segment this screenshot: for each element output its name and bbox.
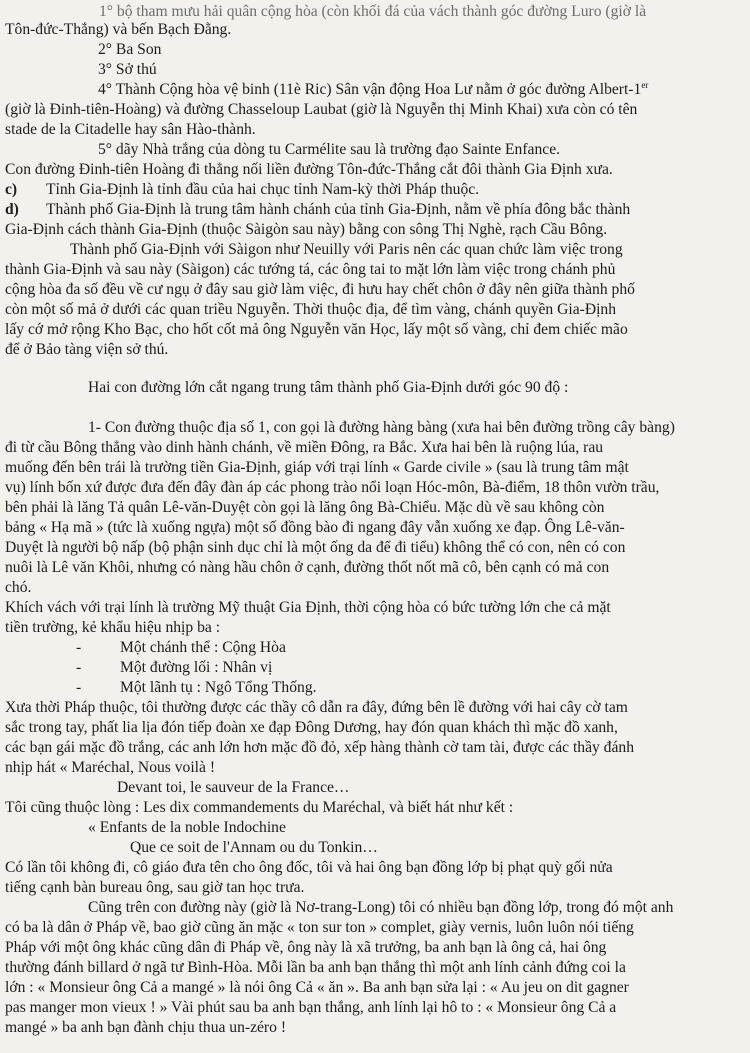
text-line: nhịp hát « Maréchal, Nous voilà !: [5, 759, 216, 776]
text-line: chó.: [5, 579, 32, 596]
text-line: Tôi cũng thuộc lòng : Les dix commandements du Maréchal, và biết hát như kết :: [5, 799, 514, 816]
text-line: Khích vách với trại lính là trường Mỹ thuật Gia Định, thời cộng hòa có bức tường lớn che cả mặt: [5, 599, 611, 616]
text-line: 1° bộ tham mưu hải quân cộng hòa (còn khối đá của vách thành góc đường Luro (giờ là: [99, 3, 647, 20]
song-line: Que ce soit de l'Annam ou du Tonkin…: [130, 839, 378, 856]
text-line: 4° Thành Cộng hòa vệ binh (11è Ric) Sân vận động Hoa Lư nằm ở góc đường Albert-1er: [98, 80, 649, 98]
text-line: 1- Con đường thuộc địa số 1, con gọi là đường hàng bàng (xưa hai bên đường trồng cây bàng): [88, 419, 675, 436]
text-line: vụ) lính bốn xứ được đưa đến đây đàn áp các phong trào nổi loạn Hóc-môn, Bà-điểm, 18 thôn vườn trầu,: [5, 479, 660, 496]
text-line: 2° Ba Son: [98, 41, 162, 58]
superscript: er: [641, 80, 649, 90]
text-line: tiền trường, kẻ khẩu hiệu nhịp ba :: [5, 619, 221, 636]
slogan-line: Một chánh thể : Cộng Hòa: [120, 639, 286, 656]
text-line: mangé » ba anh bạn đành chịu thua un-zéro !: [5, 1019, 287, 1036]
text-line: các bạn gái mặc đồ trắng, các anh lớn hơn mặc đồ đỏ, xếp hàng thành cờ tam tài, được các thầy đánh: [5, 739, 634, 756]
text-line: stade de la Citadelle hay sân Hào-thành.: [5, 121, 256, 138]
text-line: cộng hòa đa số đều về cư ngụ ở đây sau giờ làm việc, đi hưu hay chết chôn ở đây nên giữa thành phố: [5, 281, 635, 298]
text-line: Xưa thời Pháp thuộc, tôi thường được các thầy cô dẫn ra đây, đứng bên lề đường với hai cây cờ tam: [5, 699, 628, 716]
text-line: Có lần tôi không đi, cô giáo đưa tên cho ông đốc, tôi và hai ông bạn đồng lớp bị phạt quỳ gối nửa: [5, 859, 613, 876]
text-line: pas manger mon vieux ! » Vài phút sau ba anh bạn thắng, anh lính lại hô to : « Monsieur ông Cả a: [5, 999, 617, 1016]
text-line: tiếng cạnh bàn bureau ông, sau giờ tan học trưa.: [5, 879, 305, 896]
text-line: nuôi là Lê văn Khôi, nhưng có nàng hầu chôn ở cạnh, đường thốt nốt mã cô, bên cạnh có mả con: [5, 559, 610, 576]
text-line: Tỉnh Gia-Định là tỉnh đầu của hai chục tỉnh Nam-kỳ thời Pháp thuộc.: [46, 181, 480, 198]
text-line: Cũng trên con đường này (giờ là Nơ-trang-Long) tôi có nhiều bạn đồng lớp, trong đó một anh: [88, 899, 674, 916]
list-dash: -: [76, 639, 82, 656]
list-dash: -: [76, 659, 82, 676]
text-line: thường đánh billard ở ngã tư Bình-Hòa. Mỗi lần ba anh bạn thắng thì một anh lính cảnh đứng coi la: [5, 959, 626, 976]
text-line: (giờ là Đinh-tiên-Hoàng) và đường Chasseloup Laubat (giờ là Nguyễn thị Minh Khai) xưa còn có tên: [5, 101, 638, 118]
text-line: Thành phố Gia-Định với Sàigon như Neuilly với Paris nên các quan chức làm việc trong: [70, 241, 623, 258]
text-line: sắc trong tay, phất lia lịa đón tiếp đoàn xe đạp Đông Dương, hay đón quan khách thì mặc đồ xanh,: [5, 719, 618, 736]
list-dash: -: [76, 679, 82, 696]
text-line: Pháp với một ông khác cũng dân đi Pháp về, ông này là xã trưởng, ba anh bạn là ông cả, hai ông: [5, 939, 607, 956]
text-line: lấy cớ mở rộng Kho Bạc, cho hốt cốt mả ông Nguyễn văn Học, lấy một số vàng, chỉ đem chiếc mão: [5, 321, 628, 338]
text-line: Con đường Đinh-tiên Hoàng đi thẳng nối liền đường Tôn-đức-Thắng cắt đôi thành Gia Định xưa.: [5, 161, 613, 178]
song-line: « Enfants de la noble Indochine: [88, 819, 286, 836]
text-line: 3° Sở thú: [98, 61, 157, 78]
text-line: có ba là dân ở Pháp về, bao giờ cũng ăn mặc « ton sur ton » complet, giày vernis, luôn luôn nói tiếng: [5, 919, 634, 936]
text-line: còn một số mả ở dưới các quan triều Nguyễn. Thời thuộc địa, để tìm vàng, chánh quyền Gia-Định: [5, 301, 617, 318]
text-line: đi từ cầu Bông thẳng vào dinh hành chánh, về miền Đông, ra Bắc. Xưa hai bên là ruộng lúa, rau: [5, 439, 604, 456]
text-line: Hai con đường lớn cắt ngang trung tâm thành phố Gia-Định dưới góc 90 độ :: [88, 379, 569, 396]
text-line: bảng « Hạ mã » (tức là xuống ngựa) một số đồng bào đi ngang đây vẫn xuống xe đạp. Ông Lê-văn-: [5, 519, 625, 536]
text-line: Thành phố Gia-Định là trung tâm hành chánh của tỉnh Gia-Định, nằm về phía đông bắc thành: [46, 201, 631, 218]
text-line: thành Gia-Định và sau này (Sàigon) các tướng tá, các ông tai to mặt lớn làm việc trong chánh phủ: [5, 261, 616, 278]
song-line: Devant toi, le sauveur de la France…: [117, 779, 350, 796]
text-line: bên phải là lăng Tả quân Lê-văn-Duyệt còn gọi là lăng ông Bà-Chiểu. Mặc dù về sau không còn: [5, 499, 605, 516]
text-line: 5° dãy Nhà trắng của dòng tu Carmélite sau là trường đạo Sainte Enfance.: [98, 141, 561, 158]
text-line: muống đến bên trái là trường tiền Gia-Định, giáp với trại lính « Garde civile » (sau là trung tâm mật: [5, 459, 629, 476]
slogan-line: Một đường lối : Nhân vị: [120, 659, 273, 676]
text-line: Tôn-đức-Thắng) và bến Bạch Đằng.: [5, 21, 232, 38]
text-line: Gia-Định cách thành Gia-Định (thuộc Sàigòn sau này) bằng con sông Thị Nghè, rạch Cầu Bông.: [5, 221, 608, 238]
slogan-line: Một lãnh tụ : Ngô Tổng Thống.: [120, 679, 317, 696]
text-line: lớn : « Monsieur ông Cả a mangé » là nói ông Cả « ăn ». Ba anh bạn sửa lại : « Au jeu on dit gagner: [5, 979, 629, 996]
list-marker: c): [5, 181, 18, 198]
text-line: để ở Bảo tàng viện sở thú.: [5, 341, 169, 358]
list-marker: d): [5, 201, 19, 218]
text-line: Duyệt là người bộ nấp (bộ phận sinh dục chỉ là một ống da để đi tiểu) không thể có con, nên có con: [5, 539, 626, 556]
